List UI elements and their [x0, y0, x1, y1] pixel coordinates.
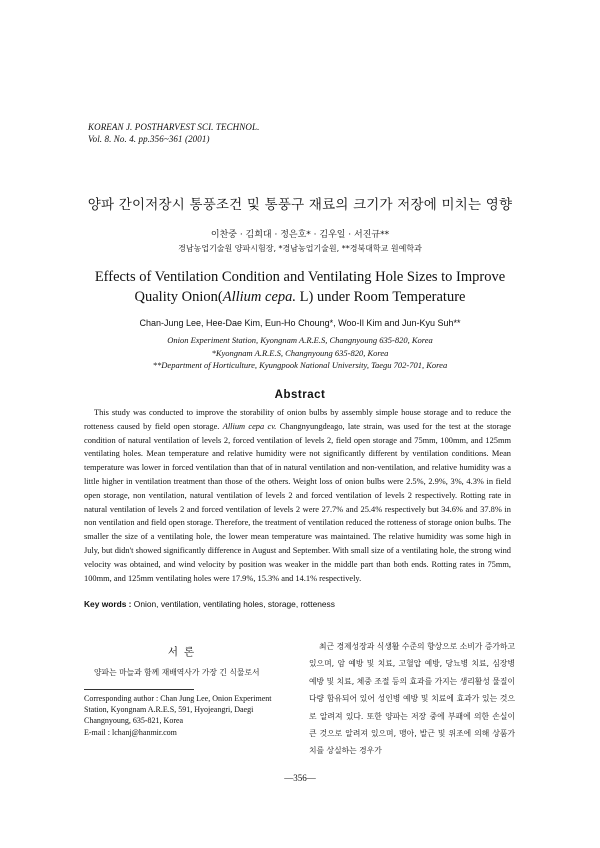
korean-title: 양파 간이저장시 통풍조건 및 통풍구 재료의 크기가 저장에 미치는 영향	[87, 197, 513, 213]
journal-name: KOREAN J. POSTHARVEST SCI. TECHNOL.	[88, 122, 260, 132]
english-title	[0, 267, 600, 307]
korean-authors: 이찬중 · 김희대 · 정은호* · 김우일 · 서진규**	[210, 230, 390, 240]
affiliation-3: **Department of Horticulture, Kyungpook National University, Taegu 702-701, Korea	[152, 360, 448, 370]
keywords	[84, 599, 335, 609]
affiliation-1: Onion Experiment Station, Kyongnam A.R.E.S, Changnyoung 635-820, Korea	[167, 335, 433, 345]
affiliation-2: *Kyongnam A.R.E.S, Changnyoung 635-820, Korea	[211, 347, 389, 358]
footnote-line3: Changnyoung, 635-821, Korea	[84, 716, 184, 726]
keywords-label: Key words :	[84, 599, 132, 609]
footnote-divider	[84, 689, 194, 690]
footnote-email: E-mail : lchanj@hanmir.com	[84, 727, 177, 737]
english-affiliations	[0, 334, 600, 372]
introduction-right-text: 최근 경제성장과 식생활 수준의 향상으로 소비가 증가하고 있으며, 암 예방 및 치료, 고혈압 예방, 당뇨병 치료, 심장병 예방 및 치료, 체중 조절 등의 효과를 가지는 생리활성 물질이 다량 함유되어 있어 성인병 예방 및 치료에 효과가 있는 것으로 알려져 있다. 또한 양파는 저장 중에 부패에 의한 손실이 큰 것으로 알려져 있으며, 맹아, 발근 및 위조에 의해 상품가치를 상실하는 경우가	[309, 642, 515, 756]
abstract-species: Allium cepa cv.	[222, 421, 277, 431]
title-line2-post: L) under Room Temperature	[296, 289, 466, 305]
abstract-text-1: This study was conducted to improve the storability of onion bulbs by assembly simple house storage and to reduce the rotteness caused by field open storage.	[84, 408, 511, 431]
keywords-text: Onion, ventilation, ventilating holes, storage, rotteness	[131, 599, 335, 609]
english-authors: Chan-Jung Lee, Hee-Dae Kim, Eun-Ho Choung*, Woo-Il Kim and Jun-Kyu Suh**	[139, 318, 461, 328]
abstract-body	[84, 406, 511, 585]
page-number: —356—	[284, 773, 316, 783]
journal-volume: Vol. 8. No. 4. pp.356~361 (2001)	[88, 134, 210, 144]
abstract-text-2: Changnyungdeago, late strain, was used for the test at the storage condition of natural ventilation of levels 2, forced ventilation of levels 2, field open storage and 75mm, 100mm, and 125mm ventilating holes. Mean temperature and relative humidity were not significantly different by ventilation conditions. Mean temperature was lower in forced ventilation than that of in natural ventilation and non-ventilation, and relative humidity was a little higher in ventilation treatment than those of the others. Weight loss of onion bulbs were 2.5%, 2.9%, 3%, 4.3% in field open storage, non ventilation, natural ventilation of levels 2 and forced ventilation of levels 2 respectively. Rotting rate in natural ventilation of levels 2 and forced ventilation of levels 2 were 27.7% and 25.4% respectively but 34.6% and 37.8% in non ventilation and field open storage. Therefore, the treatment of ventilation reduced the rotteness of storage onion bulbs. The smaller the size of a ventilating hole, the lower mean temperature was maintained. The relative humidity was some high in July, but didn't showed significantly difference in August and September. With small size of a ventilating hole, the strong wind velocity was obtained, and wind velocity by position was weaker in the middle part than both ends. Rotting rates in 75mm, 100mm, and 125mm ventilating holes were 17.9%, 15.3% and 14.1% respectively.	[84, 421, 511, 583]
title-line2-pre: Quality Onion(	[134, 289, 223, 305]
introduction-left-text: 양파는 마늘과 함께 재배역사가 가장 긴 식물로서	[94, 668, 260, 677]
abstract-heading: Abstract	[274, 389, 326, 401]
title-line2-species: Allium cepa.	[222, 289, 297, 305]
english-title-line1: Effects of Ventilation Condition and Ventilating Hole Sizes to Improve	[94, 269, 506, 285]
journal-header	[88, 121, 259, 145]
english-title-line2	[0, 287, 600, 307]
corresponding-author-footnote	[84, 693, 292, 738]
footnote-line2: Station, Kyongnam A.R.E.S, 591, Hyojeangri, Daegi	[84, 705, 254, 715]
introduction-heading: 서론	[167, 646, 201, 658]
korean-affiliations: 경남농업기술원 양파시험장, *경남농업기술원, **경북대학교 원예학과	[178, 244, 422, 253]
footnote-line1: Corresponding author : Chan Jung Lee, Onion Experiment	[84, 694, 272, 703]
